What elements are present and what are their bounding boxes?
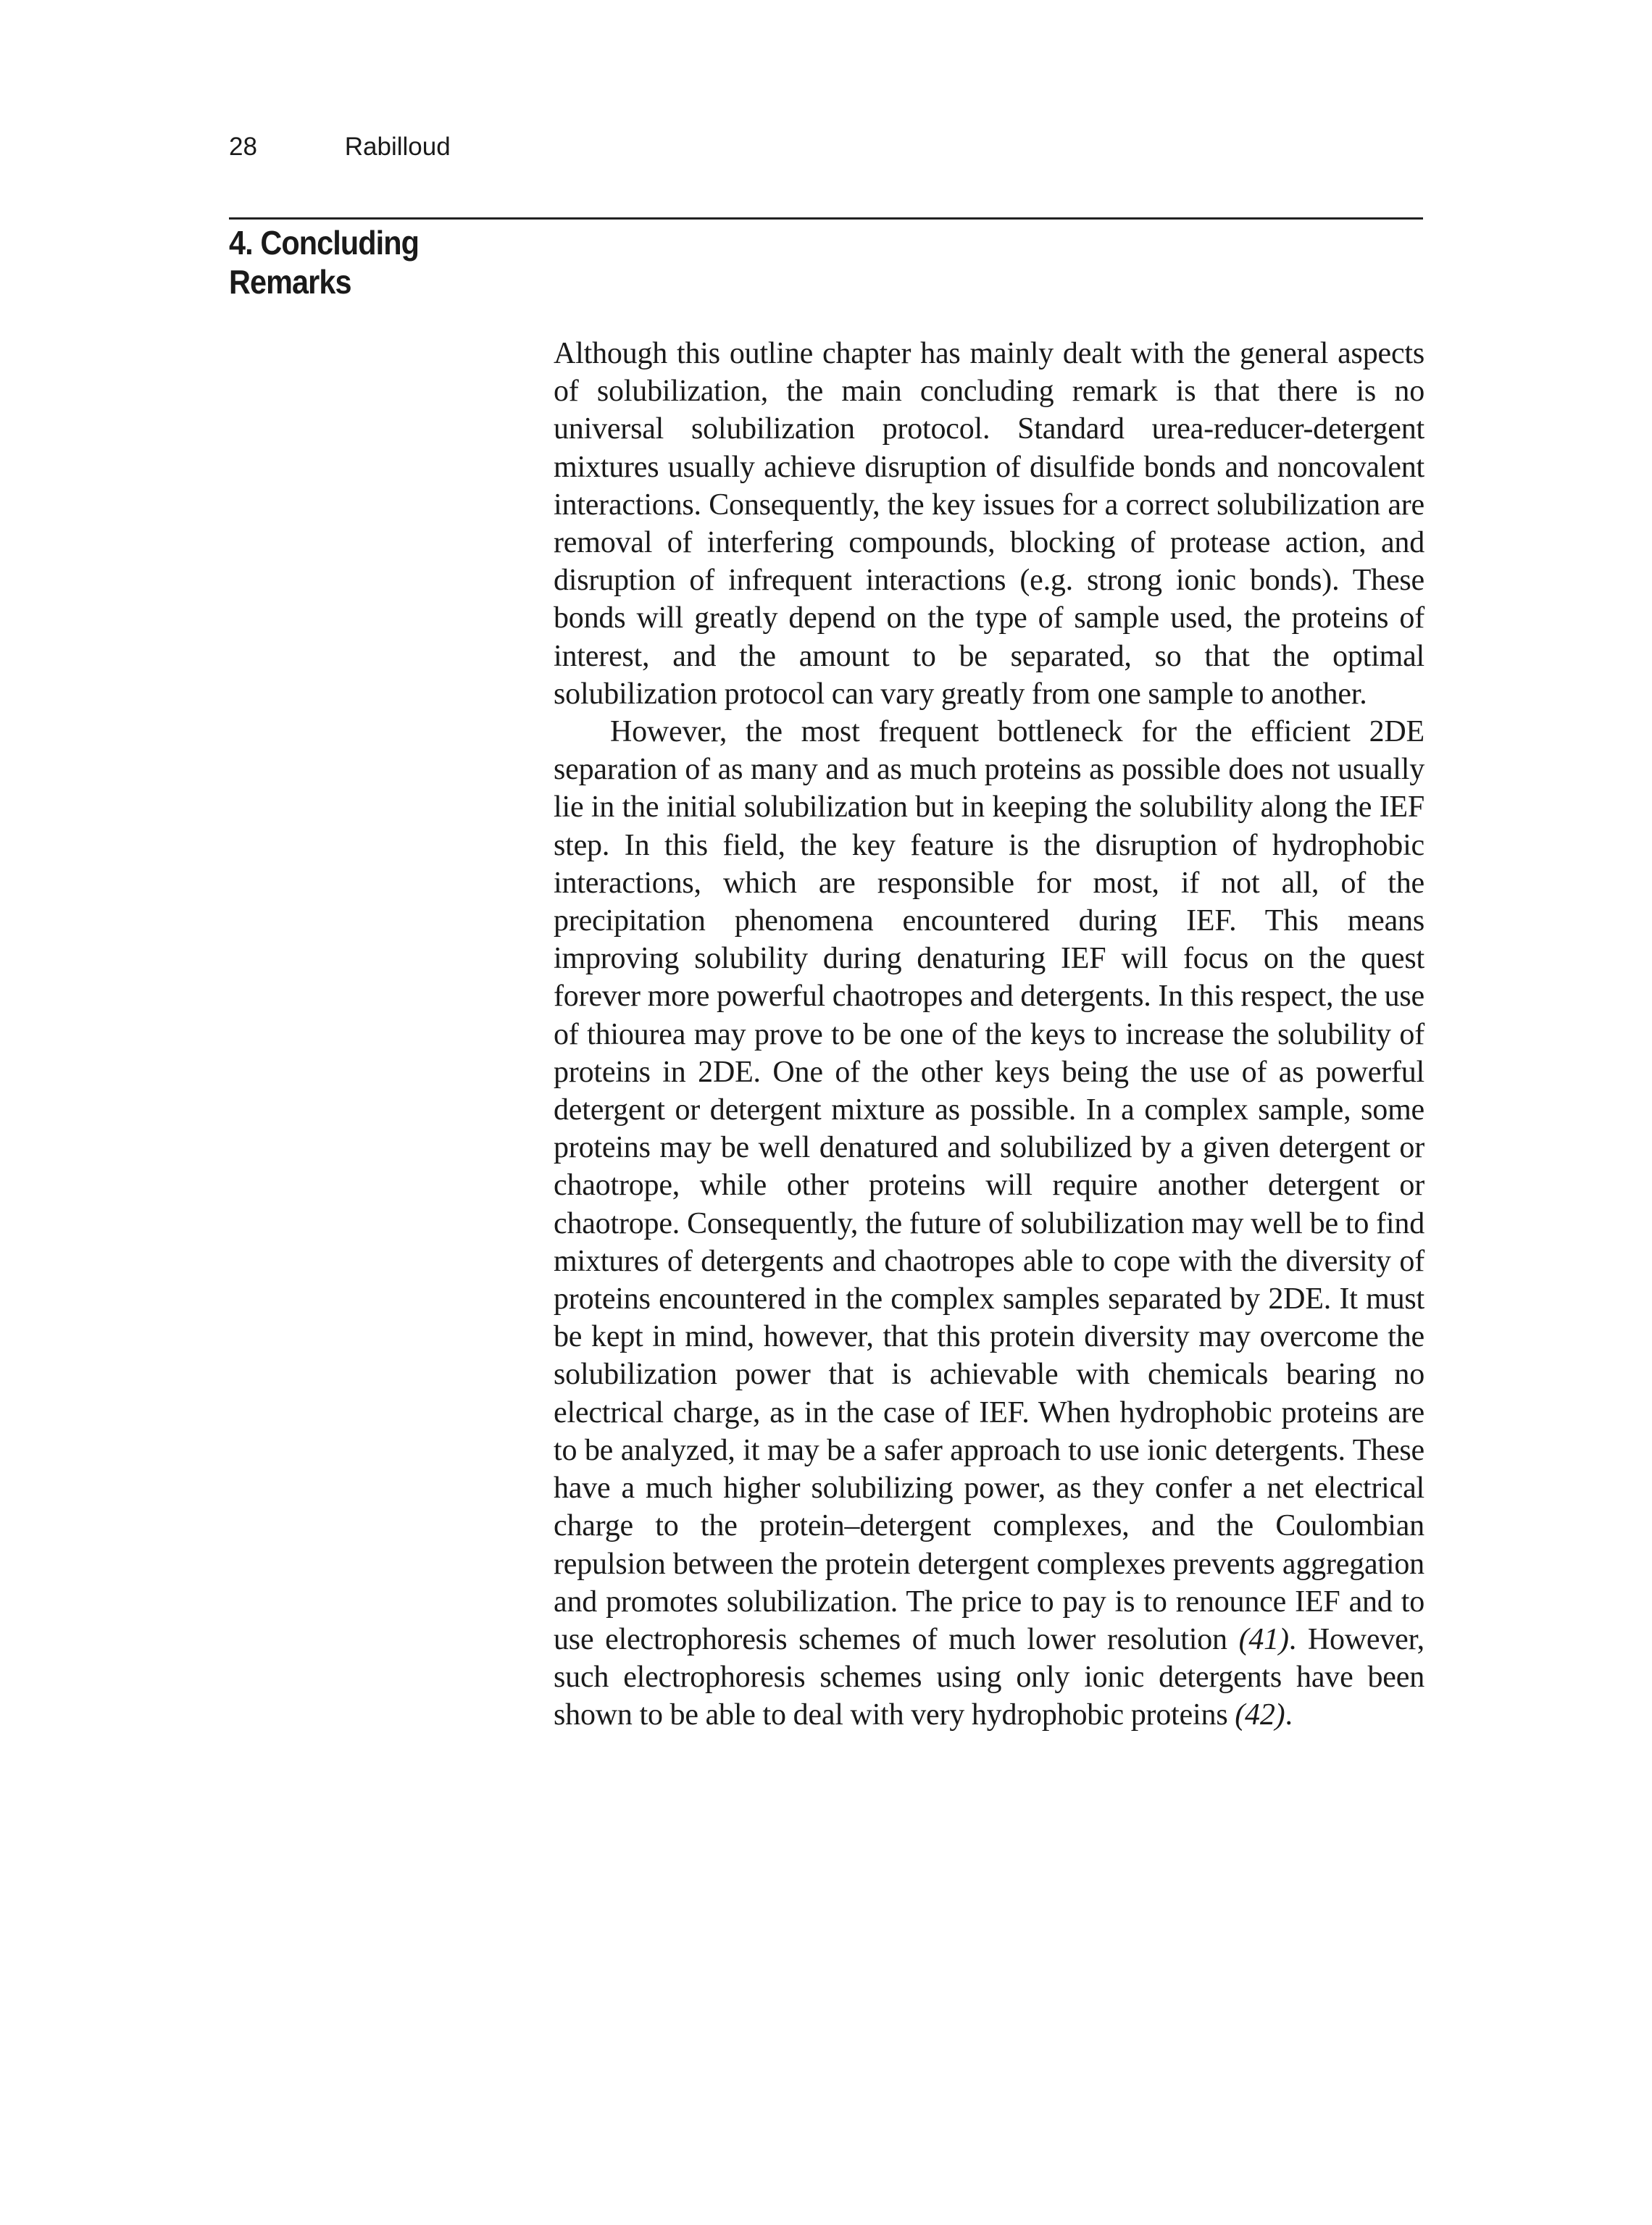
- citation: (42): [1235, 1698, 1285, 1732]
- running-head: [229, 129, 451, 165]
- citation: (41): [1238, 1622, 1289, 1656]
- section-divider: [229, 217, 1423, 220]
- running-head-author: Rabilloud: [344, 133, 451, 161]
- paragraph-text: . However, such electrophoresis schemes using only ionic detergents have been shown to be able to deal with very hydrophobic proteins: [554, 1622, 1424, 1732]
- paragraph-text: .: [1285, 1698, 1293, 1732]
- paragraph-text: However, the most frequent bottleneck for the efficient 2DE separation of as many and as much proteins as possible does not usually lie in the initial solubilization but in keeping the solubility along the IEF step. In this field, the key feature is the disruption of hydrophobic interactions, which are responsible for most, if not all, of the precipitation phenomena encountered during IEF. This means improving solubility during denaturing IEF will focus on the quest forever more powerful chaotropes and detergents. In this respect, the use of thiourea may prove to be one of the keys to increase the solubility of proteins in 2DE. One of the other keys being the use of as powerful detergent or detergent mixture as possible. In a complex sample, some proteins may be well denatured and solubilized by a given detergent or chaotrope, while other proteins will require another detergent or chaotrope. Consequently, the future of solubilization may well be to find mixtures of detergents and chaotropes able to cope with the diversity of proteins encountered in the complex samples separated by 2DE. It must be kept in mind, however, that this protein diversity may overcome the solubilization power that is achievable with chemicals bearing no electrical charge, as in the case of IEF. When hydrophobic proteins are to be analyzed, it may be a safer approach to use ionic detergents. These have a much higher solubilizing power, as they confer a net electrical charge to the protein–detergent complexes, and the Coulombian repulsion between the protein detergent complexes prevents aggregation and promotes solubilization. The price to pay is to renounce IEF and to use electrophoresis schemes of much lower resolution: [554, 715, 1424, 1656]
- section-heading: 4. Concluding Remarks: [229, 224, 419, 301]
- paragraph: [554, 713, 1424, 1734]
- paragraph: Although this outline chapter has mainly dealt with the general aspects of solubilization, the main concluding remark is that there is no universal solubilization protocol. Standard urea-reducer-detergent mixtures usually achieve disruption of disulfide bonds and noncovalent interactions. Consequently, the key issues for a correct solubilization are removal of interfering compounds, blocking of protease action, and disruption of infrequent interactions (e.g. strong ionic bonds). These bonds will greatly depend on the type of sample used, the proteins of interest, and the amount to be separated, so that the optimal solubilization protocol can vary greatly from one sample to another.: [554, 337, 1424, 711]
- page-number: 28: [229, 133, 257, 161]
- body-text: [554, 335, 1424, 1735]
